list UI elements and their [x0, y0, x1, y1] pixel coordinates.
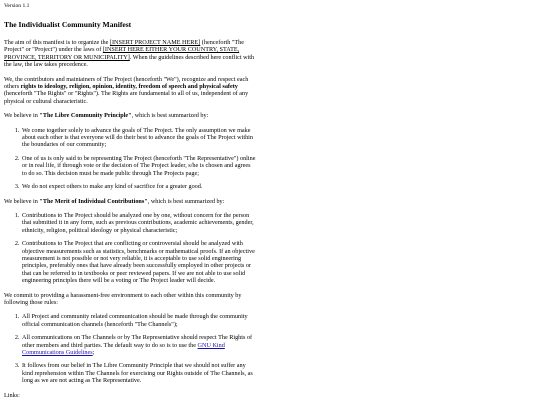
intro-text-3: . When the guidelines described here conflict with the law, the law takes precedence. [4, 53, 255, 69]
libre-principle-intro [4, 112, 256, 119]
rule-2-end: ; [92, 349, 95, 356]
merit-text-1: We believe in [4, 197, 40, 205]
list-item: 2. One of us is only said to be representing The Project (henceforth "The Representative") online or in real life, if through vote or the decision of The Project leader, s/he is chosen and agrees to do so. This decision must be made public through The Projects page; [21, 155, 256, 177]
gnu-kind-guidelines-link[interactable]: GNU Kind Communications Guidelines [22, 341, 225, 356]
list-item: 1. All Project and community related communication should be made through the community official communication channels (henceforth "The Channels"); [21, 313, 256, 328]
country-link[interactable]: [INSERT HERE EITHER YOUR COUNTRY, STATE, PROVINCE, TERRITORY OR MUNICIPALITY] [4, 46, 240, 61]
list-item: 3. We do not expect others to make any kind of sacrifice for a greater good. [21, 183, 256, 190]
rights-bold: rights to ideology, religion, opinion, identity, freedom of speech and physical safety [20, 83, 238, 91]
page-title: The Individualist Community Manifest [4, 20, 132, 29]
libre-text-1: We believe in [4, 112, 40, 120]
list-item: 1. We come together solely to advance the goals of The Project. The only assumption we make about each other is that everyone will do their best to advance the goals of The Project within the boundaries of our community; [21, 127, 256, 149]
list-item: 2. Contributions to The Project that are conflicting or controversial should be analyzed with objective measurements such as statistics, benchmarks or mathematical proofs. If an objective measurement is not possible or not very reliable, it is acceptable to use solid engineering principles, preferably ones that have already been successfully employed in other projects or that can be referred to in textbooks or peer reviewed papers. If we are not able to use solid engineering principles there will be a voting or The Project leader will decide. [21, 240, 256, 284]
version-label: Version 1.1 [4, 3, 30, 9]
merit-text-2: , which is best summarized by: [147, 197, 225, 205]
links-label: Links: [4, 391, 20, 399]
project-name-link[interactable]: [INSERT PROJECT NAME HERE] [109, 39, 201, 46]
merit-principle-intro [4, 198, 256, 205]
rule-2-text: All communications on The Channels or by The Representative should respect The Rights of other members and third parties. The default way to do so is to use the [22, 334, 253, 349]
libre-principle-list [4, 127, 256, 191]
rights-text-1: We, the contributors and maintainers of The Project (henceforth "We"), recognize and respect each others [4, 75, 249, 91]
rights-text-2: (henceforth "The Rights" or "Rights"). The Rights are fundamental to all of us, independent of any physical or cultural characteristic. [4, 90, 249, 105]
intro-text-2: (henceforth "The Project" or "Project") under the laws of [4, 39, 245, 54]
list-item: 3. It follows from our belief in The Libre Community Principle that we should not suffer any kind reprehension within The Channels for exercising our Rights outside of The Channels, as long as we are not acting as The Representative. [21, 362, 256, 384]
list-item [21, 334, 256, 356]
libre-text-2: , which is best summarized by: [131, 112, 209, 120]
list-item: 1. Contributions to The Project should be analyzed one by one, without concern for the person that submitted it in any form, such as previous contributions, academic achievements, gender, ethnicity, religion, political ideology or physical characteristic; [21, 212, 256, 234]
libre-principle-name: "The Libre Community Principle" [39, 112, 132, 120]
rules-intro: We commit to providing a harassment-free environment to each other within this community by following those rules: [4, 291, 242, 306]
rights-paragraph [4, 76, 256, 106]
merit-principle-name: "The Merit of Individual Contributions" [39, 197, 148, 205]
merit-principle-list [4, 212, 256, 285]
intro-paragraph [4, 39, 256, 69]
intro-text-1: The aim of this manifest is to organize the [4, 39, 110, 46]
rules-list [4, 313, 256, 384]
manifest-page [0, 0, 260, 399]
